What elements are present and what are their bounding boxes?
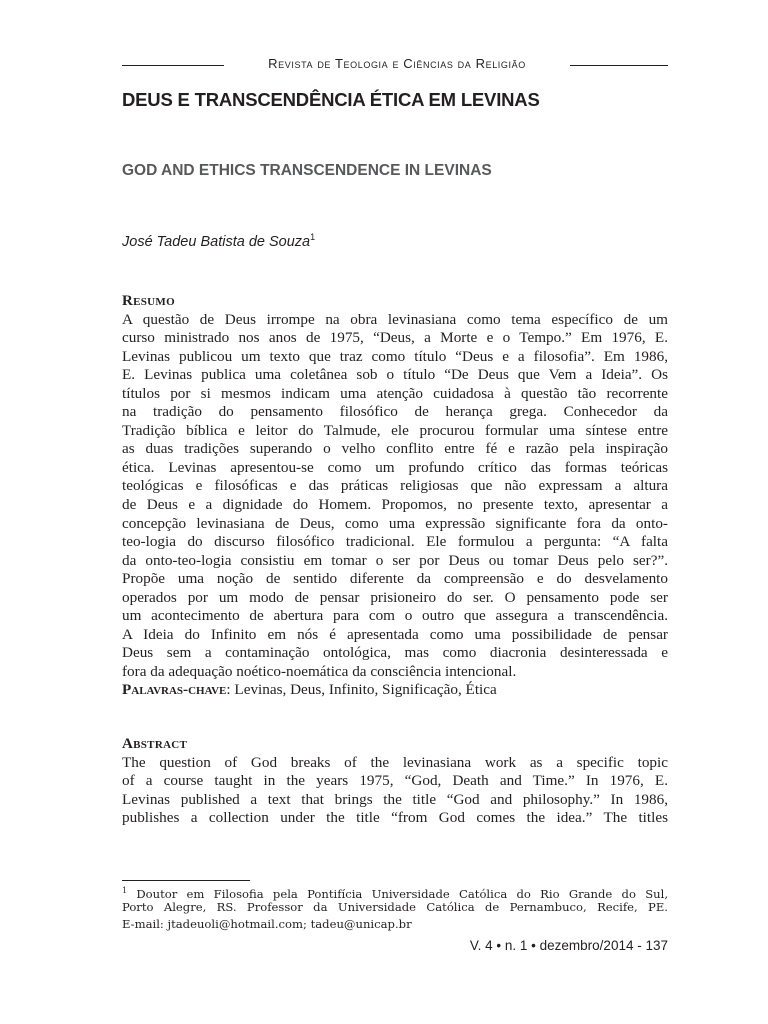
author-name bbox=[122, 232, 668, 250]
journal-name: Revista de Teologia e Ciências da Religião bbox=[268, 56, 526, 71]
resumo-line: ética. Levinas apresentou-se como um profundo crítico das formas teóricas bbox=[122, 458, 668, 476]
resumo-line: Propõe uma noção de sentido diferente da compreensão e do desvelamento bbox=[122, 570, 668, 588]
article-title: DEUS E TRANSCENDÊNCIA ÉTICA EM LEVINAS bbox=[122, 89, 540, 110]
keywords bbox=[122, 681, 668, 700]
author-text: José Tadeu Batista de Souza bbox=[122, 233, 311, 250]
footnote-mark: 1 bbox=[122, 886, 128, 895]
footnote-rule bbox=[122, 880, 250, 881]
abstract-line: Levinas published a text that brings the title “God and philosophy.” In 1986, bbox=[122, 790, 668, 808]
header-rule-left bbox=[122, 65, 224, 66]
resumo-section bbox=[122, 292, 668, 700]
resumo-line: da onto-teo-logia consistiu em tomar o ser por Deus ou tomar Deus pelo ser?”. bbox=[122, 551, 668, 569]
resumo-line: Levinas publicou um texto que traz como título “Deus e a filosofia”. Em 1986, bbox=[122, 347, 668, 365]
resumo-line: na tradição do pensamento filosófico de herança grega. Conhecedor da bbox=[122, 403, 668, 421]
resumo-body bbox=[122, 311, 668, 682]
footnote-line-text: Doutor em Filosofia pela Pontifícia Universidade Católica do Rio Grande do Sul, bbox=[136, 886, 668, 901]
resumo-line: títulos por si mesmos indicam uma atenção cuidadosa à questão tão recorrente bbox=[122, 384, 668, 402]
abstract-line: The question of God breaks of the levinasiana work as a specific topic bbox=[122, 753, 668, 771]
abstract-section bbox=[122, 735, 668, 828]
author-footnote-mark[interactable]: 1 bbox=[310, 232, 316, 242]
resumo-line: concepção levinasiana de Deus, como uma expressão significante fora da onto- bbox=[122, 514, 668, 532]
header-rule-right bbox=[570, 65, 668, 66]
resumo-heading: Resumo bbox=[122, 293, 175, 309]
resumo-line: operados por um modo de pensar prisioneiro do ser. O pensamento pode ser bbox=[122, 588, 668, 606]
abstract-line: publishes a collection under the title “from God comes the idea.” The titles bbox=[122, 809, 668, 827]
running-header bbox=[122, 56, 668, 74]
keywords-label: Palavras-chave bbox=[122, 681, 227, 699]
article-subtitle: GOD AND ETHICS TRANSCENDENCE IN LEVINAS bbox=[122, 162, 492, 179]
abstract-heading: Abstract bbox=[122, 736, 188, 752]
resumo-line: fora da adequação noético-noemática da consciência intencional. bbox=[122, 662, 517, 680]
resumo-line: A questão de Deus irrompe na obra levinasiana como tema específico de um bbox=[122, 310, 668, 328]
resumo-line: as duas tradições superando o velho conflito entre fé e razão pela inspiração bbox=[122, 440, 668, 458]
resumo-line: Deus sem a contaminação ontológica, mas como diacronia desinteressada e bbox=[122, 644, 668, 662]
resumo-line: teo-logia do discurso filosófico tradicional. Ele formulou a pergunta: “A falta bbox=[122, 533, 668, 551]
resumo-line: E. Levinas publica uma coletânea sob o título “De Deus que Vem a Ideia”. Os bbox=[122, 366, 668, 384]
abstract-body bbox=[122, 754, 668, 828]
footnote-line: Porto Alegre, RS. Professor da Universidade Católica de Pernambuco, Recife, PE. bbox=[122, 900, 668, 915]
footnote-line bbox=[122, 882, 668, 899]
resumo-line: Tradição bíblica e leitor do Talmude, ele procurou formular uma síntese entre bbox=[122, 421, 668, 439]
page-footer-issue: V. 4 • n. 1 • dezembro/2014 - 137 bbox=[469, 938, 668, 953]
footnote-line: E-mail: jtadeuoli@hotmail.com; tadeu@unicap.br bbox=[122, 917, 412, 932]
resumo-line: curso ministrado nos anos de 1975, “Deus, a Morte e o Tempo.” Em 1976, E. bbox=[122, 329, 668, 347]
resumo-line: teológicas e filosóficas e das práticas religiosas que não expressam a altura bbox=[122, 477, 668, 495]
resumo-line: A Ideia do Infinito em nós é apresentada como uma possibilidade de pensar bbox=[122, 625, 668, 643]
abstract-line: of a course taught in the years 1975, “God, Death and Time.” In 1976, E. bbox=[122, 772, 668, 790]
footnote bbox=[122, 882, 668, 934]
resumo-line: um acontecimento de abertura para com o outro que assegura a transcendência. bbox=[122, 607, 668, 625]
resumo-line: de Deus e a dignidade do Homem. Propomos, no presente texto, apresentar a bbox=[122, 496, 668, 514]
keywords-list: : Levinas, Deus, Infinito, Significação, Ética bbox=[226, 681, 497, 699]
